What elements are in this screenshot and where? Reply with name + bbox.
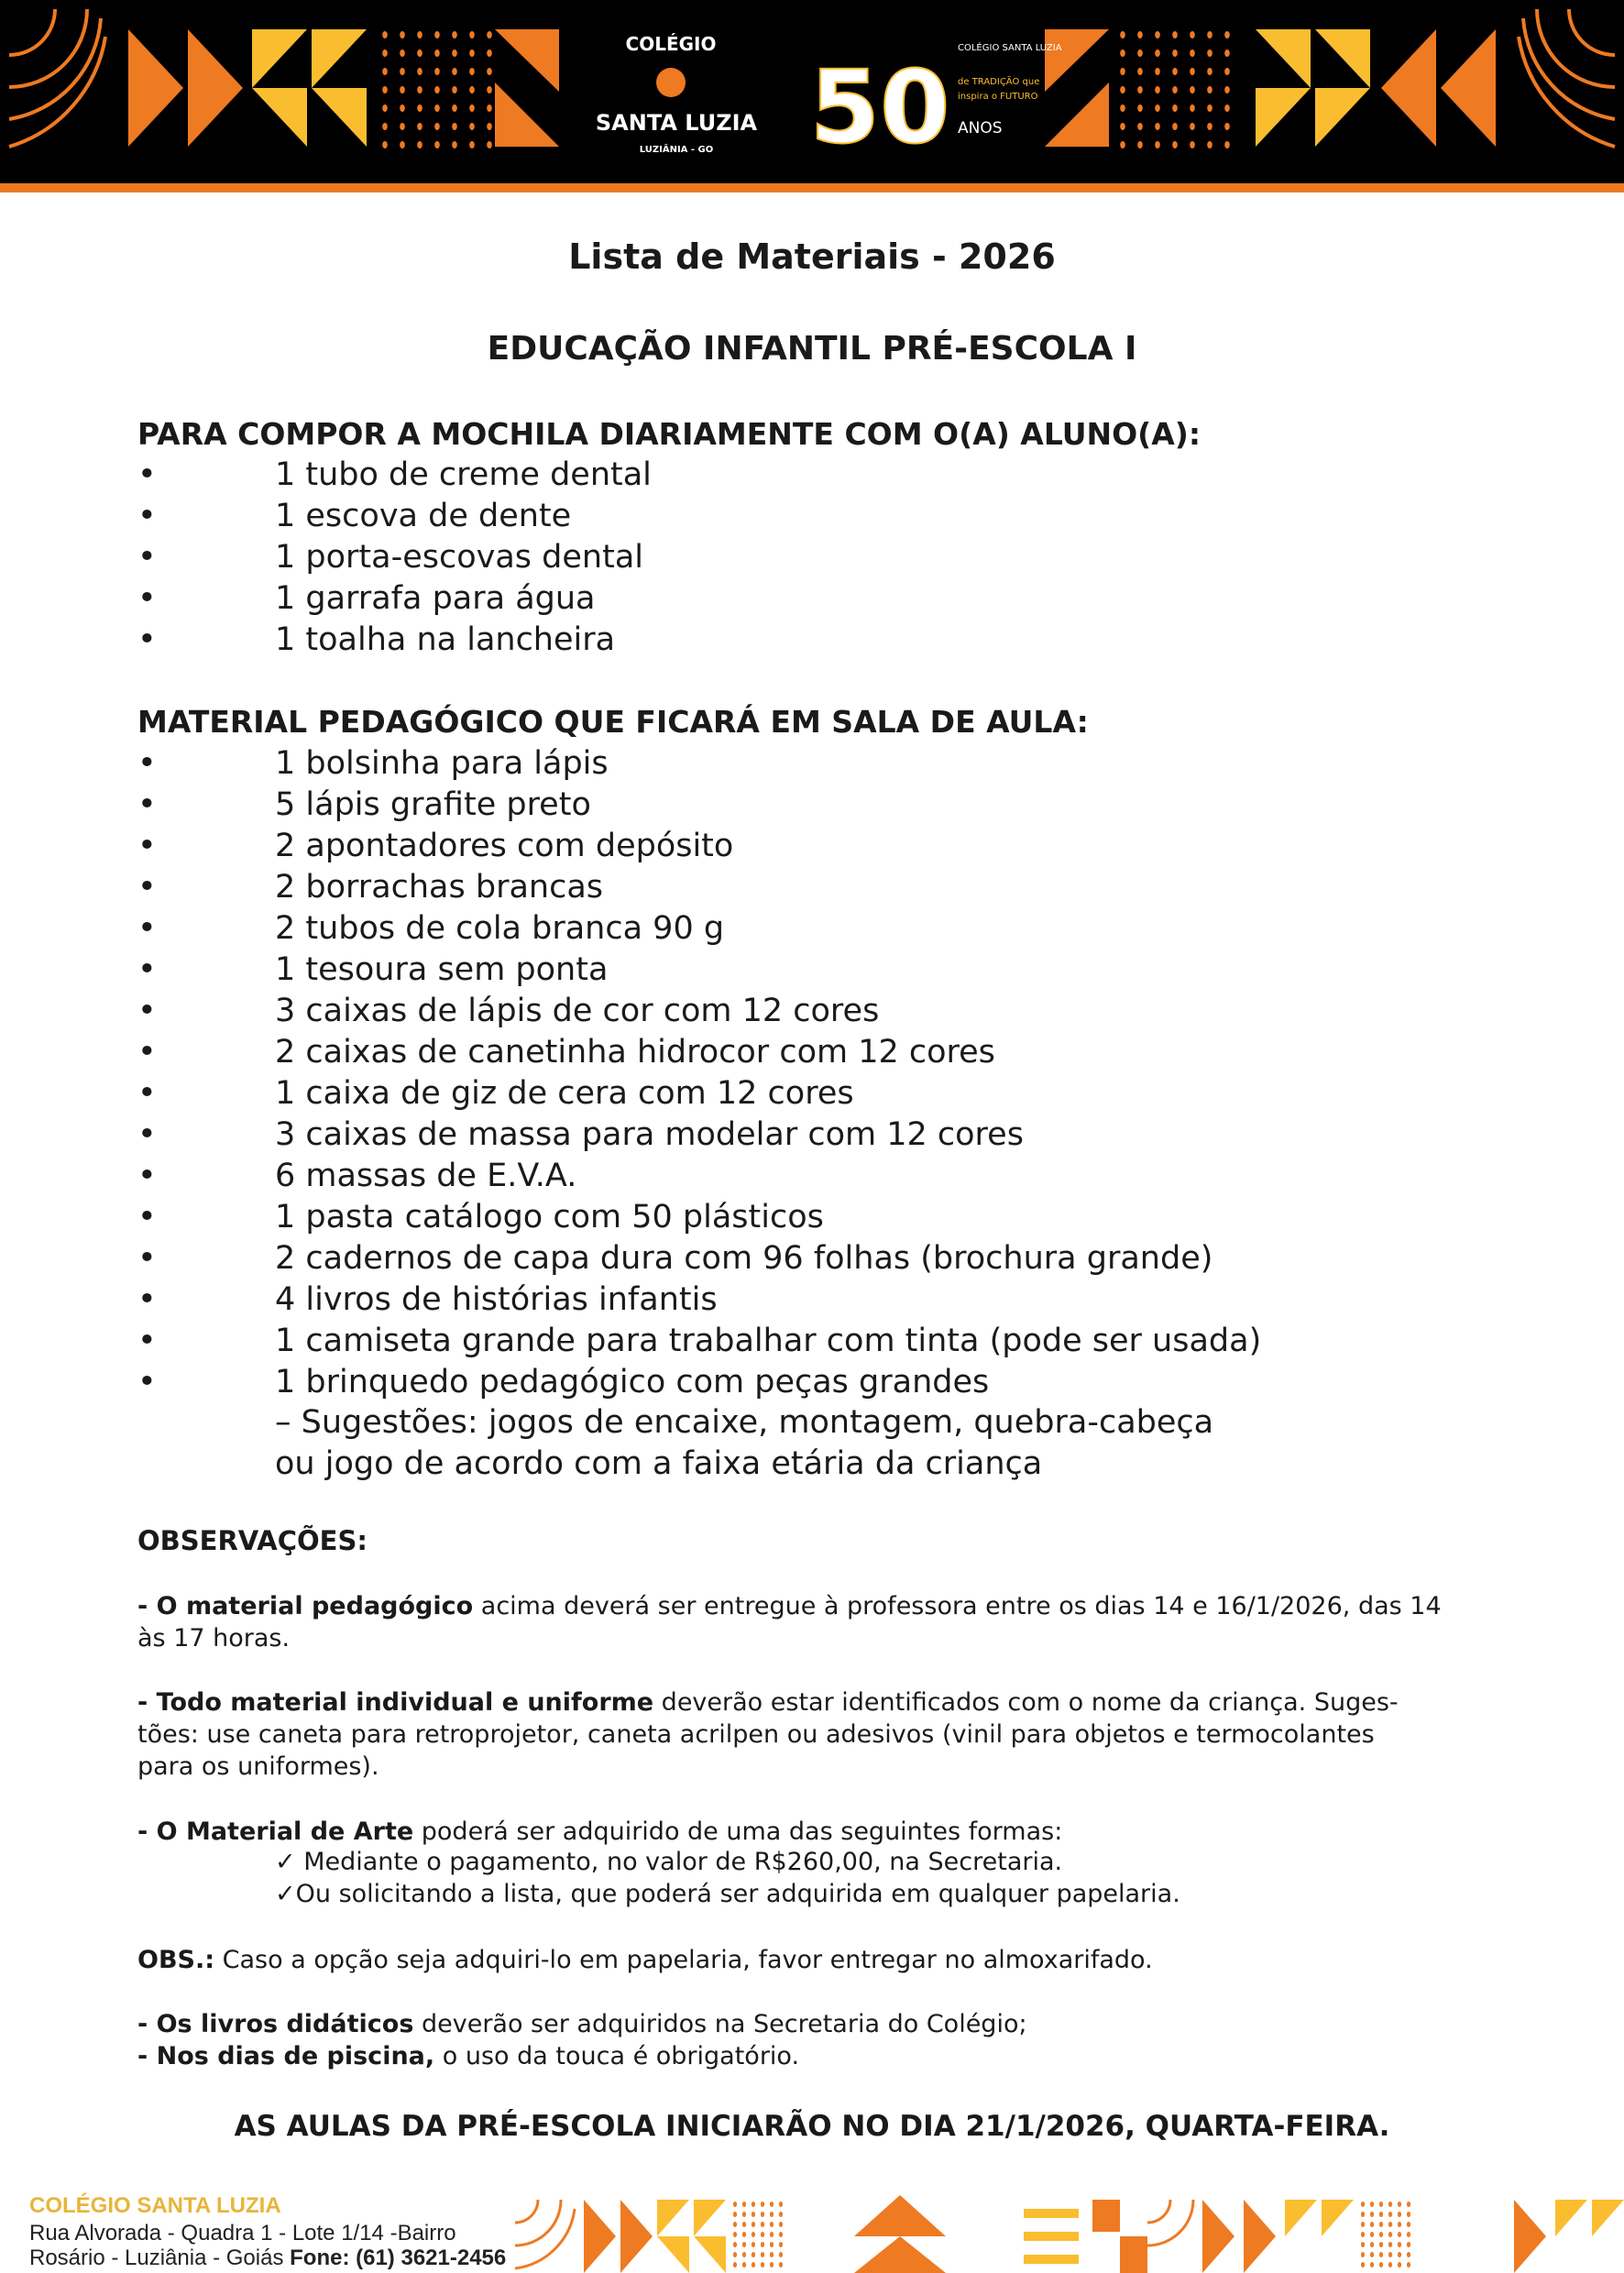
section1-heading: PARA COMPOR A MOCHILA DIARIAMENTE COM O(A) ALUNO(A): (137, 416, 1202, 452)
bullet: • (137, 993, 157, 1029)
pattern-dot (733, 2232, 737, 2237)
list-item (137, 498, 571, 534)
pattern-dot (1207, 49, 1213, 57)
pattern-dot (1155, 141, 1160, 148)
pattern-dot (1370, 2262, 1374, 2268)
pattern-dot (434, 31, 440, 38)
obs-paragraph: - Todo material individual e uniforme deverão estar identificados com o nome da criança. Suges- tões: use caneta para retroprojetor, caneta acrilpen ou adesivos (vinil para objetos e termocolantes para os uniformes). (137, 1688, 1399, 1781)
pattern-dot (1407, 2232, 1410, 2237)
pattern-dot (452, 49, 457, 57)
pattern-dot (742, 2242, 746, 2247)
list-item-text: 3 caixas de massa para modelar com 12 cores (275, 1116, 1024, 1153)
pattern-dot (733, 2262, 737, 2268)
pattern-dot (434, 49, 440, 57)
pattern-dot (1120, 104, 1125, 112)
pattern-dot (400, 104, 405, 112)
pattern-dot (1398, 2242, 1401, 2247)
obs-paragraph: - O material pedagógico acima deverá ser entregue à professora entre os dias 14 e 16/1/2026, das 14 às 17 horas. (137, 1592, 1442, 1653)
footer-pattern (515, 2195, 1624, 2273)
pattern-dot (452, 68, 457, 75)
list-item (137, 539, 643, 576)
pattern-dot (1361, 2262, 1365, 2268)
header-orange-band (0, 183, 1624, 192)
pattern-dot (770, 2222, 774, 2227)
pattern-dot (400, 123, 405, 130)
pattern-dot (1120, 123, 1125, 130)
pattern-dot (1379, 2212, 1383, 2217)
pattern-dot (1388, 2212, 1392, 2217)
pattern-dot (1120, 49, 1125, 57)
pattern-dot (1388, 2252, 1392, 2257)
pattern-dot (742, 2222, 746, 2227)
pattern-dot (1207, 86, 1213, 93)
pattern-dot (1370, 2232, 1374, 2237)
pattern-dot (452, 31, 457, 38)
list-item-text: 6 massas de E.V.A. (275, 1158, 577, 1194)
pattern-dot (742, 2252, 746, 2257)
pattern-dot (434, 86, 440, 93)
list-item-text: 1 toalha na lancheira (275, 621, 616, 658)
pattern-dot (1207, 104, 1213, 112)
pattern-dot (1155, 31, 1160, 38)
bullet: • (137, 1075, 157, 1112)
pattern-dot (752, 2232, 755, 2237)
list-item-text: 4 livros de histórias infantis (275, 1281, 718, 1318)
pattern-dot (487, 68, 492, 75)
pattern-dot (382, 86, 388, 93)
pattern-dot (487, 49, 492, 57)
pattern-dot (1361, 2212, 1365, 2217)
bullet: • (137, 869, 157, 906)
pattern-dot (1137, 49, 1143, 57)
pattern-dot (417, 141, 422, 148)
pattern-dot (770, 2212, 774, 2217)
pattern-dot (452, 86, 457, 93)
list-item-text: 3 caixas de lápis de cor com 12 cores (275, 993, 880, 1029)
list-item-text: 2 caixas de canetinha hidrocor com 12 cores (275, 1034, 995, 1071)
pattern-dot (1407, 2252, 1410, 2257)
pattern-dot (1190, 141, 1195, 148)
pattern-dot (1388, 2202, 1392, 2207)
pattern-dot (1207, 31, 1213, 38)
pattern-dot (382, 123, 388, 130)
pattern-dot (1207, 141, 1213, 148)
check-option: ✓Ou solicitando a lista, que poderá ser adquirida em qualquer papelaria. (275, 1880, 1180, 1908)
anniversary-anos: ANOS (958, 119, 1003, 137)
pattern-dot (779, 2212, 783, 2217)
pattern-dot (1120, 68, 1125, 75)
pattern-dot (1224, 104, 1230, 112)
pattern-dot (382, 141, 388, 148)
pattern-dot (1120, 86, 1125, 93)
pattern-dot (469, 141, 475, 148)
pattern-dot (417, 123, 422, 130)
pattern-dot (733, 2252, 737, 2257)
pattern-dot (761, 2212, 764, 2217)
pattern-dot (1388, 2262, 1392, 2268)
pattern-dot (770, 2242, 774, 2247)
list-item (137, 869, 603, 906)
list-item-text: 1 porta-escovas dental (275, 539, 643, 576)
list-item (137, 621, 615, 658)
list-continuation: ou jogo de acordo com a faixa etária da criança (275, 1445, 1043, 1482)
obs-paragraph: - O Material de Arte poderá ser adquirido de uma das seguintes formas: (137, 1817, 1063, 1846)
closing-notice: AS AULAS DA PRÉ-ESCOLA INICIARÃO NO DIA 21/1/2026, QUARTA-FEIRA. (234, 2110, 1390, 2143)
pattern-dot (1398, 2262, 1401, 2268)
pattern-dot (752, 2212, 755, 2217)
bullet: • (137, 910, 157, 947)
pattern-dot (1207, 68, 1213, 75)
pattern-dot (752, 2252, 755, 2257)
pattern-dot (1361, 2252, 1365, 2257)
pattern-dot (770, 2202, 774, 2207)
pattern-dot (400, 31, 405, 38)
pattern-dot (761, 2242, 764, 2247)
pattern-dot (1398, 2232, 1401, 2237)
list-item (137, 1364, 989, 1400)
pattern-dot (761, 2262, 764, 2268)
bullet: • (137, 828, 157, 864)
pattern-dot (1407, 2212, 1410, 2217)
pattern-dot (742, 2262, 746, 2268)
pattern-dot (469, 31, 475, 38)
pattern-dot (1190, 49, 1195, 57)
pattern-dot (1398, 2222, 1401, 2227)
list-item-text: 1 tesoura sem ponta (275, 951, 609, 988)
header-banner (0, 0, 1624, 183)
pattern-dot (742, 2202, 746, 2207)
pattern-dot (1361, 2222, 1365, 2227)
bullet: • (137, 539, 157, 576)
pattern-dot (779, 2222, 783, 2227)
pattern-dot (400, 49, 405, 57)
page-title: Lista de Materiais - 2026 (568, 236, 1056, 277)
pattern-dot (770, 2262, 774, 2268)
pattern-dot (487, 141, 492, 148)
list-item (137, 1116, 1024, 1153)
anniversary-number: 50 (809, 49, 950, 166)
pattern-dot (779, 2252, 783, 2257)
pattern-dot (1379, 2232, 1383, 2237)
bullet: • (137, 456, 157, 493)
obs-paragraph: OBS.: Caso a opção seja adquiri-lo em papelaria, favor entregar no almoxarifado. (137, 1946, 1153, 1974)
pattern-dot (1379, 2222, 1383, 2227)
pattern-dot (434, 141, 440, 148)
pattern-dot (733, 2212, 737, 2217)
section2-heading: MATERIAL PEDAGÓGICO QUE FICARÁ EM SALA DE AULA: (137, 704, 1089, 740)
pattern-dot (417, 68, 422, 75)
pattern-dot (1224, 86, 1230, 93)
list-item (137, 951, 608, 988)
pattern-dot (752, 2222, 755, 2227)
pattern-dot (1361, 2242, 1365, 2247)
pattern-dot (1172, 104, 1178, 112)
pattern-dot (382, 31, 388, 38)
list-item (137, 828, 733, 864)
pattern-dot (742, 2212, 746, 2217)
pattern-dot (1172, 49, 1178, 57)
list-item-text: 1 bolsinha para lápis (275, 745, 609, 782)
list-item (137, 786, 591, 823)
pattern-dot (1120, 141, 1125, 148)
logo-name: SANTA LUZIA (595, 110, 758, 136)
pattern-dot (1137, 86, 1143, 93)
bullet: • (137, 621, 157, 658)
anniversary-line1: de TRADIÇÃO que (958, 77, 1040, 87)
pattern-dot (1137, 68, 1143, 75)
bullet: • (137, 745, 157, 782)
pattern-dot (400, 86, 405, 93)
pattern-dot (752, 2242, 755, 2247)
pattern-dot (1137, 31, 1143, 38)
bullet: • (137, 1116, 157, 1153)
pattern-dot (469, 68, 475, 75)
list-item-text: 1 brinquedo pedagógico com peças grandes (275, 1364, 990, 1400)
pattern-dot (487, 31, 492, 38)
pattern-dot (779, 2262, 783, 2268)
pattern-dot (1172, 123, 1178, 130)
pattern-dot (1155, 123, 1160, 130)
obs-paragraph: - Os livros didáticos deverão ser adquiridos na Secretaria do Colégio; - Nos dias de piscina, o uso da touca é obrigatório. (137, 2010, 1027, 2070)
pattern-dot (417, 31, 422, 38)
list-item-text: 1 caixa de giz de cera com 12 cores (275, 1075, 854, 1112)
pattern-dot (1190, 31, 1195, 38)
pattern-dot (452, 123, 457, 130)
list-item-text: 1 escova de dente (275, 498, 572, 534)
footer-address: Rua Alvorada - Quadra 1 - Lote 1/14 -Bairro (29, 2221, 456, 2246)
list-item-text: 1 pasta catálogo com 50 plásticos (275, 1199, 824, 1235)
pattern-dot (733, 2202, 737, 2207)
bullet: • (137, 1364, 157, 1400)
bullet: • (137, 786, 157, 823)
pattern-dot (1172, 31, 1178, 38)
bullet: • (137, 1240, 157, 1277)
pattern-dot (417, 86, 422, 93)
pattern-dot (1224, 141, 1230, 148)
pattern-dot (434, 123, 440, 130)
list-item (137, 1034, 995, 1071)
list-item (137, 1281, 718, 1318)
pattern-dot (469, 104, 475, 112)
list-item (137, 910, 724, 947)
pattern-dot (417, 49, 422, 57)
bullet: • (137, 951, 157, 988)
pattern-dot (1388, 2222, 1392, 2227)
pattern-dot (1370, 2212, 1374, 2217)
check-option: ✓ Mediante o pagamento, no valor de R$260,00, na Secretaria. (275, 1848, 1063, 1876)
bullet: • (137, 1158, 157, 1194)
mascot-icon (656, 68, 686, 97)
pattern-dot (1379, 2252, 1383, 2257)
list-item-text: 2 apontadores com depósito (275, 828, 734, 864)
list-item (137, 1240, 1213, 1277)
pattern-dot (1370, 2242, 1374, 2247)
bullet: • (137, 580, 157, 617)
pattern-dot (742, 2232, 746, 2237)
pattern-dot (761, 2252, 764, 2257)
pattern-dot (1172, 86, 1178, 93)
pattern-dot (779, 2242, 783, 2247)
pattern-dot (1155, 104, 1160, 112)
pattern-dot (469, 123, 475, 130)
pattern-dot (1407, 2262, 1410, 2268)
pattern-dot (1370, 2252, 1374, 2257)
pattern-dot (1379, 2242, 1383, 2247)
pattern-dot (1190, 123, 1195, 130)
list-item (137, 1158, 576, 1194)
pattern-dot (761, 2232, 764, 2237)
list-item (137, 1323, 1261, 1359)
pattern-dot (487, 104, 492, 112)
pattern-dot (434, 104, 440, 112)
pattern-dot (382, 49, 388, 57)
pattern-dot (733, 2242, 737, 2247)
pattern-dot (1407, 2202, 1410, 2207)
footer-address: Rosário - Luziânia - Goiás Fone: (61) 3621-2456 (29, 2246, 507, 2270)
pattern-dot (382, 104, 388, 112)
pattern-dot (1172, 141, 1178, 148)
pattern-dot (1155, 49, 1160, 57)
pattern-dot (1398, 2202, 1401, 2207)
bullet: • (137, 1034, 157, 1071)
pattern-dot (761, 2222, 764, 2227)
pattern-dot (1224, 123, 1230, 130)
pattern-dot (770, 2252, 774, 2257)
list-item-text: 2 cadernos de capa dura com 96 folhas (brochura grande) (275, 1240, 1213, 1277)
list-item (137, 1075, 854, 1112)
header-pattern (0, 0, 1624, 183)
list-item-text: 2 borrachas brancas (275, 869, 604, 906)
pattern-dot (487, 123, 492, 130)
pattern-dot (779, 2232, 783, 2237)
pattern-dot (434, 68, 440, 75)
pattern-dot (452, 141, 457, 148)
pattern-dot (382, 68, 388, 75)
pattern-dot (469, 49, 475, 57)
list-item (137, 993, 879, 1029)
pattern-dot (1370, 2202, 1374, 2207)
list-item (137, 745, 609, 782)
pattern-dot (1120, 31, 1125, 38)
pattern-dot (1155, 68, 1160, 75)
pattern-dot (733, 2222, 737, 2227)
list-item-text: 1 garrafa para água (275, 580, 596, 617)
bullet: • (137, 1199, 157, 1235)
pattern-dot (452, 104, 457, 112)
pattern-dot (1190, 104, 1195, 112)
list-item (137, 1199, 824, 1235)
bullet: • (137, 1281, 157, 1318)
page-subtitle: EDUCAÇÃO INFANTIL PRÉ-ESCOLA I (487, 330, 1137, 368)
pattern-dot (1224, 68, 1230, 75)
pattern-dot (1407, 2242, 1410, 2247)
pattern-dot (779, 2202, 783, 2207)
list-item-text: 1 camiseta grande para trabalhar com tinta (pode ser usada) (275, 1323, 1262, 1359)
anniversary-line2: inspira o FUTURO (958, 92, 1038, 102)
pattern-dot (1190, 68, 1195, 75)
pattern-dot (469, 86, 475, 93)
pattern-dot (1388, 2242, 1392, 2247)
pattern-dot (752, 2202, 755, 2207)
pattern-dot (1224, 49, 1230, 57)
list-continuation: – Sugestões: jogos de encaixe, montagem, quebra-cabeça (275, 1404, 1214, 1441)
observations-heading: OBSERVAÇÕES: (137, 1525, 368, 1556)
logo-city: LUZIÂNIA - GO (639, 145, 714, 155)
logo-top-text: COLÉGIO (625, 33, 717, 55)
list-item-text: 2 tubos de cola branca 90 g (275, 910, 725, 947)
pattern-dot (1407, 2222, 1410, 2227)
pattern-dot (487, 86, 492, 93)
anniversary-arc-text: COLÉGIO SANTA LUZIA (958, 43, 1062, 53)
pattern-dot (1379, 2262, 1383, 2268)
pattern-dot (1370, 2222, 1374, 2227)
pattern-dot (417, 104, 422, 112)
list-item-text: 5 lápis grafite preto (275, 786, 591, 823)
pattern-dot (752, 2262, 755, 2268)
pattern-dot (1190, 86, 1195, 93)
pattern-dot (1398, 2252, 1401, 2257)
pattern-dot (770, 2232, 774, 2237)
pattern-dot (1398, 2212, 1401, 2217)
pattern-dot (1155, 86, 1160, 93)
list-item (137, 580, 596, 617)
pattern-dot (1137, 123, 1143, 130)
bullet: • (137, 498, 157, 534)
pattern-dot (400, 141, 405, 148)
pattern-dot (1224, 31, 1230, 38)
pattern-dot (1379, 2202, 1383, 2207)
footer-school: COLÉGIO SANTA LUZIA (29, 2193, 281, 2218)
pattern-dot (1207, 123, 1213, 130)
pattern-dot (761, 2202, 764, 2207)
pattern-dot (1137, 141, 1143, 148)
pattern-dot (1388, 2232, 1392, 2237)
pattern-dot (1361, 2232, 1365, 2237)
bullet: • (137, 1323, 157, 1359)
pattern-dot (1137, 104, 1143, 112)
list-item-text: 1 tubo de creme dental (275, 456, 652, 493)
pattern-dot (1172, 68, 1178, 75)
pattern-dot (1361, 2202, 1365, 2207)
pattern-dot (400, 68, 405, 75)
list-item (137, 456, 652, 493)
